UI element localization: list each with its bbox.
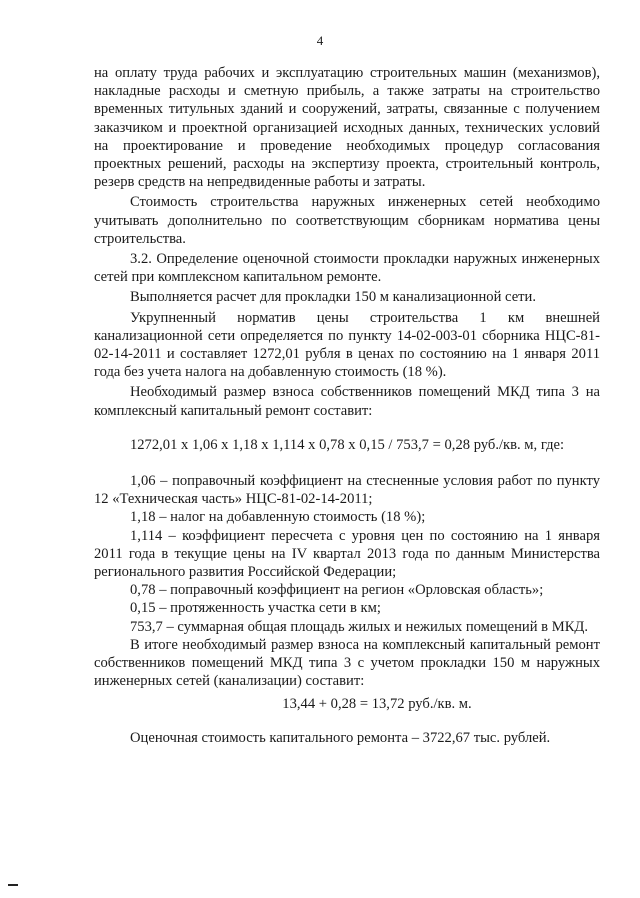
coefficient-1-06: 1,06 – поправочный коэффициент на стесненные условия работ по пункту 12 «Техническая часть» НЦС-81-02-14-2011;: [94, 473, 600, 508]
paragraph-total-fee: В итоге необходимый размер взноса на комплексный капитальный ремонт собственников помещений МКД типа 3 с учетом прокладки 150 м наружных инженерных сетей (канализации) составит:: [94, 636, 600, 690]
scan-edge-mark: [8, 884, 18, 886]
formula-fee-calculation: 1272,01 х 1,06 х 1,18 х 1,114 х 0,78 х 0,15 / 753,7 = 0,28 руб./кв. м, где:: [129, 436, 565, 453]
document-body: [94, 64, 600, 747]
paragraph-external-networks: Стоимость строительства наружных инженерных сетей необходимо учитывать дополнительно по соответствующим сборникам норматива цены строительства.: [94, 194, 600, 247]
coefficient-0-78: 0,78 – поправочный коэффициент на регион «Орловская область»;: [130, 582, 544, 599]
coefficient-0-15: 0,15 – протяженность участка сети в км;: [130, 600, 381, 617]
paragraph-estimated-cost: Оценочная стоимость капитального ремонта – 3722,67 тыс. рублей.: [130, 729, 551, 746]
coefficient-1-114: 1,114 – коэффициент пересчета с уровня цен по состоянию на 1 января 2011 года в текущие цены на IV квартал 2013 года по данным Министерства регионального развития Российской Федерации;: [94, 527, 600, 581]
paragraph-required-fee: Необходимый размер взноса собственников помещений МКД типа 3 на комплексный капитальный ремонт составит:: [94, 384, 600, 419]
section-heading-3-2: 3.2. Определение оценочной стоимости прокладки наружных инженерных сетей при комплексном капитальном ремонте.: [94, 251, 600, 286]
paragraph-cost-components: на оплату труда рабочих и эксплуатацию строительных машин (механизмов), накладные расходы и сметную прибыль, а также затраты на строительство временных титульных зданий и сооружений, затраты, связанные с получением заказчиком и проектной организацией исходных данных, технических условий на проектирование и проведение необходимых процедур согласования проектных решений, расходы на экспертизу проекта, строительный контроль, резерв средств на непредвиденные работы и затраты.: [94, 65, 600, 191]
paragraph-norm-price: Укрупненный норматив цены строительства 1 км внешней канализационной сети определяется по пункту 14-02-003-01 сборника НЦС-81-02-14-2011 и составляет 1272,01 рубля в ценах по состоянию на 1 января 2011 года без учета налога на добавленную стоимость (18 %).: [94, 309, 600, 381]
formula-total: 13,44 + 0,28 = 13,72 руб./кв. м.: [282, 695, 472, 712]
coefficient-753-7: 753,7 – суммарная общая площадь жилых и нежилых помещений в МКД.: [130, 618, 589, 635]
page-number: 4: [316, 33, 324, 48]
paragraph-calculation-scope: Выполняется расчет для прокладки 150 м канализационной сети.: [130, 289, 537, 306]
coefficient-1-18: 1,18 – налог на добавленную стоимость (18 %);: [130, 509, 426, 526]
